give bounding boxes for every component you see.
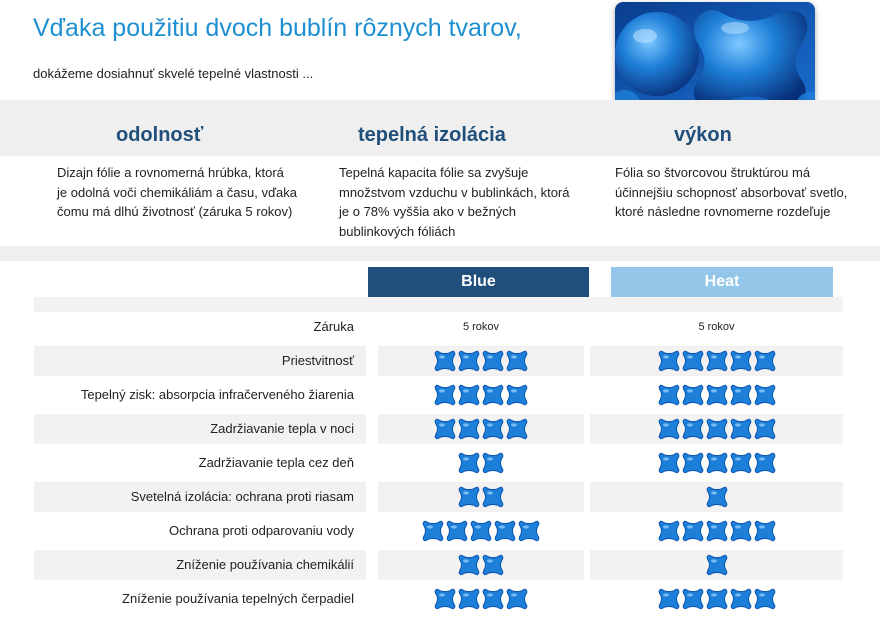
square-bubble-icon [494,520,516,542]
square-bubble-icon [482,588,504,610]
feature-title-performance: výkon [674,124,732,146]
square-bubble-icon [658,350,680,372]
square-bubble-icon [682,350,704,372]
square-bubble-icon [470,520,492,542]
square-bubble-icon [434,588,456,610]
square-bubble-icon [422,520,444,542]
square-bubble-icon [458,350,480,372]
square-bubble-icon [754,452,776,474]
blue-rating [378,346,584,376]
square-bubble-icon [706,384,728,406]
table-row [34,346,843,376]
features-divider-band [0,246,880,261]
row-label: Zníženie používania chemikálií [34,550,366,580]
feature-text-performance: Fólia so štvorcovou štruktúrou má účinnejšiu schopnosť absorbovať svetlo, ktoré následne rovnomerne rozdeľuje [615,165,848,219]
square-bubble-icon [506,350,528,372]
table-row [34,482,843,512]
square-bubble-icon [706,588,728,610]
blue-rating [378,414,584,444]
heat-rating [590,312,843,342]
heat-rating [590,516,843,546]
feature-text-insulation: Tepelná kapacita fólie sa zvyšuje množstvom vzduchu v bublinkách, ktorá je o 78% vyššia ako v bežných bublinkových fóliách [339,165,570,239]
blue-rating [378,584,584,614]
row-label: Tepelný zisk: absorpcia infračerveného žiarenia [80,387,354,402]
square-bubble-icon [658,520,680,542]
square-bubble-icon [458,384,480,406]
square-bubble-icon [682,384,704,406]
square-bubble-icon [434,418,456,440]
page-subtitle: dokážeme dosiahnuť skvelé tepelné vlastnosti ... [33,66,314,81]
heat-rating [590,550,843,580]
warranty-value: 5 rokov [462,321,500,333]
square-bubble-icon [706,452,728,474]
square-bubble-icon [482,384,504,406]
heat-rating [590,448,843,478]
square-bubble-icon [730,384,752,406]
square-bubble-icon [730,418,752,440]
feature-title-insulation: tepelná izolácia [358,124,506,146]
heat-rating [590,584,843,614]
feature-text-durability: Dizajn fólie a rovnomerná hrúbka, ktorá je odolná voči chemikáliám a času, vďaka čomu má dlhú životnosť (záruka 5 rokov) [57,165,297,219]
square-bubble-icon [658,384,680,406]
table-row [34,516,843,546]
table-row [34,414,843,444]
square-bubble-icon [458,588,480,610]
page-title: Vďaka použitiu dvoch bublín rôznych tvarov, [33,14,522,42]
square-bubble-icon [706,350,728,372]
square-bubble-icon [482,486,504,508]
table-row [34,448,843,478]
heat-rating [590,482,843,512]
column-header-blue: Blue [368,267,589,297]
row-label: Priestvitnosť [34,346,366,376]
square-bubble-icon [658,418,680,440]
square-bubble-icon [482,554,504,576]
heat-rating [590,380,843,410]
blue-rating [378,550,584,580]
square-bubble-icon [730,520,752,542]
table-row [34,312,843,342]
square-bubble-icon [682,452,704,474]
square-bubble-icon [682,418,704,440]
square-bubble-icon [706,554,728,576]
bubble-foil-photo [615,2,815,112]
row-label: Svetelná izolácia: ochrana proti riasam [34,482,366,512]
heat-rating [590,346,843,376]
blue-rating [378,312,584,342]
square-bubble-icon [754,588,776,610]
table-row [34,584,843,614]
square-bubble-icon [446,520,468,542]
square-bubble-icon [754,350,776,372]
square-bubble-icon [706,520,728,542]
square-bubble-icon [730,588,752,610]
row-label: Zadržiavanie tepla cez deň [198,455,354,470]
blue-rating [378,482,584,512]
square-bubble-icon [658,452,680,474]
blue-rating [378,380,584,410]
square-bubble-icon [458,486,480,508]
table-row [34,550,843,580]
square-bubble-icon [682,588,704,610]
square-bubble-icon [730,350,752,372]
blue-rating [378,448,584,478]
square-bubble-icon [754,384,776,406]
square-bubble-icon [682,520,704,542]
square-bubble-icon [458,554,480,576]
feature-title-durability: odolnosť [116,124,204,146]
warranty-value: 5 rokov [698,321,735,333]
square-bubble-icon [754,418,776,440]
square-bubble-icon [730,452,752,474]
table-top-band [34,297,843,312]
square-bubble-icon [506,588,528,610]
row-label: Zníženie používania tepelných čerpadiel [122,591,354,606]
square-bubble-icon [458,452,480,474]
square-bubble-icon [506,384,528,406]
square-bubble-icon [706,418,728,440]
square-bubble-icon [482,418,504,440]
column-header-heat: Heat [611,267,833,297]
square-bubble-icon [482,350,504,372]
row-label: Záruka [313,319,354,334]
square-bubble-icon [706,486,728,508]
row-label: Ochrana proti odparovaniu vody [168,523,354,538]
square-bubble-icon [482,452,504,474]
square-bubble-icon [434,350,456,372]
square-bubble-icon [506,418,528,440]
row-label: Zadržiavanie tepla v noci [34,414,366,444]
square-bubble-icon [518,520,540,542]
square-bubble-icon [658,588,680,610]
square-bubble-icon [754,520,776,542]
table-row [34,380,843,410]
blue-rating [378,516,584,546]
square-bubble-icon [458,418,480,440]
heat-rating [590,414,843,444]
square-bubble-icon [434,384,456,406]
